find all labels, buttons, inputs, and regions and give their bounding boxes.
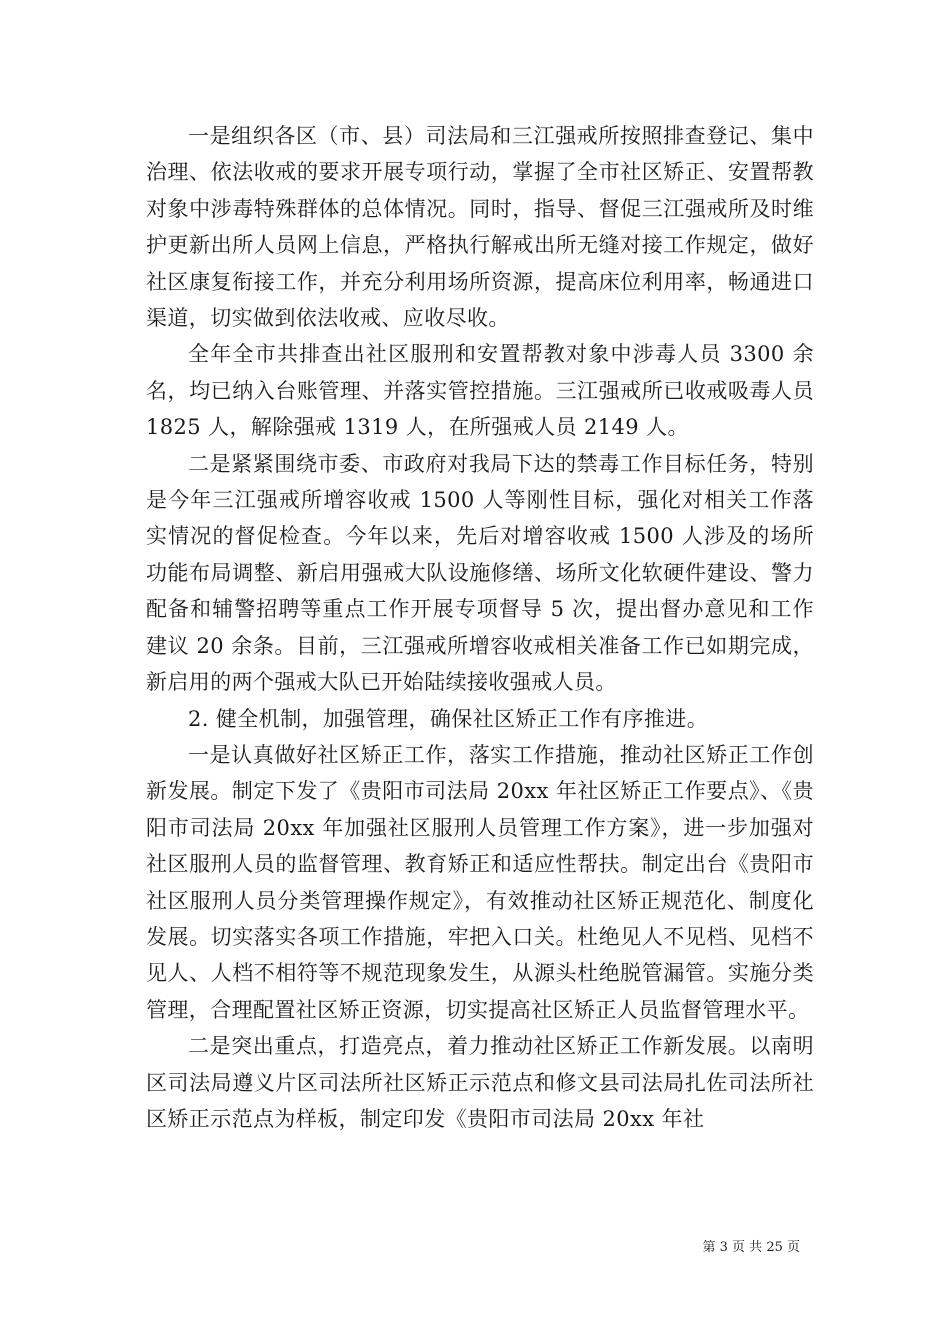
document-body xyxy=(146,118,814,1137)
body-paragraph-1: 一是组织各区（市、县）司法局和三江强戒所按照排查登记、集中治理、依法收戒的要求开展专项行动，掌握了全市社区矫正、安置帮教对象中涉毒特殊群体的总体情况。同时，指导、督促三江强戒所及时维护更新出所人员网上信息，严格执行解戒出所无缝对接工作规定，做好社区康复衔接工作，并充分利用场所资源，提高床位利用率，畅通进口渠道，切实做到依法收戒、应收尽收。 xyxy=(146,124,814,331)
body-paragraph-3: 二是紧紧围绕市委、市政府对我局下达的禁毒工作目标任务，特别是今年三江强戒所增容收戒 1500 人等刚性目标，强化对相关工作落实情况的督促检查。今年以来，先后对增容收戒 1500 人涉及的场所功能布局调整、新启用强戒大队设施修缮、场所文化软硬件建设、警力配备和辅警招聘等重点工作开展专项督导 5 次，提出督办意见和工作建议 20 余条。目前，三江强戒所增容收戒相关准备工作已如期完成，新启用的两个强戒大队已开始陆续接收强戒人员。 xyxy=(146,451,814,695)
body-paragraph-5: 二是突出重点，打造亮点，着力推动社区矫正工作新发展。以南明区司法局遵义片区司法所社区矫正示范点和修文县司法局扎佐司法所社区矫正示范点为样板，制定印发《贵阳市司法局 20xx 年社 xyxy=(146,1034,814,1131)
page-number-footer: 第 3 页 共 25 页 xyxy=(702,1240,800,1255)
body-paragraph-2: 全年全市共排查出社区服刑和安置帮教对象中涉毒人员 3300 余名，均已纳入台账管理、并落实管控措施。三江强戒所已收戒吸毒人员 1825 人，解除强戒 1319 人，在所强戒人员 2149 人。 xyxy=(146,342,814,440)
section-heading: 2. 健全机制，加强管理，确保社区矫正工作有序推进。 xyxy=(188,706,709,731)
body-paragraph-4: 一是认真做好社区矫正工作，落实工作措施，推动社区矫正工作创新发展。制定下发了《贵阳市司法局 20xx 年社区矫正工作要点》、《贵阳市司法局 20xx 年加强社区服刑人员管理工作方案》，进一步加强对社区服刑人员的监督管理、教育矫正和适应性帮扶。制定出台《贵阳市社区服刑人员分类管理操作规定》，有效推动社区矫正规范化、制度化发展。切实落实各项工作措施，牢把入口关。杜绝见人不见档、见档不见人、人档不相符等不规范现象发生，从源头杜绝脱管漏管。实施分类管理，合理配置社区矫正资源，切实提高社区矫正人员监督管理水平。 xyxy=(146,742,814,1022)
